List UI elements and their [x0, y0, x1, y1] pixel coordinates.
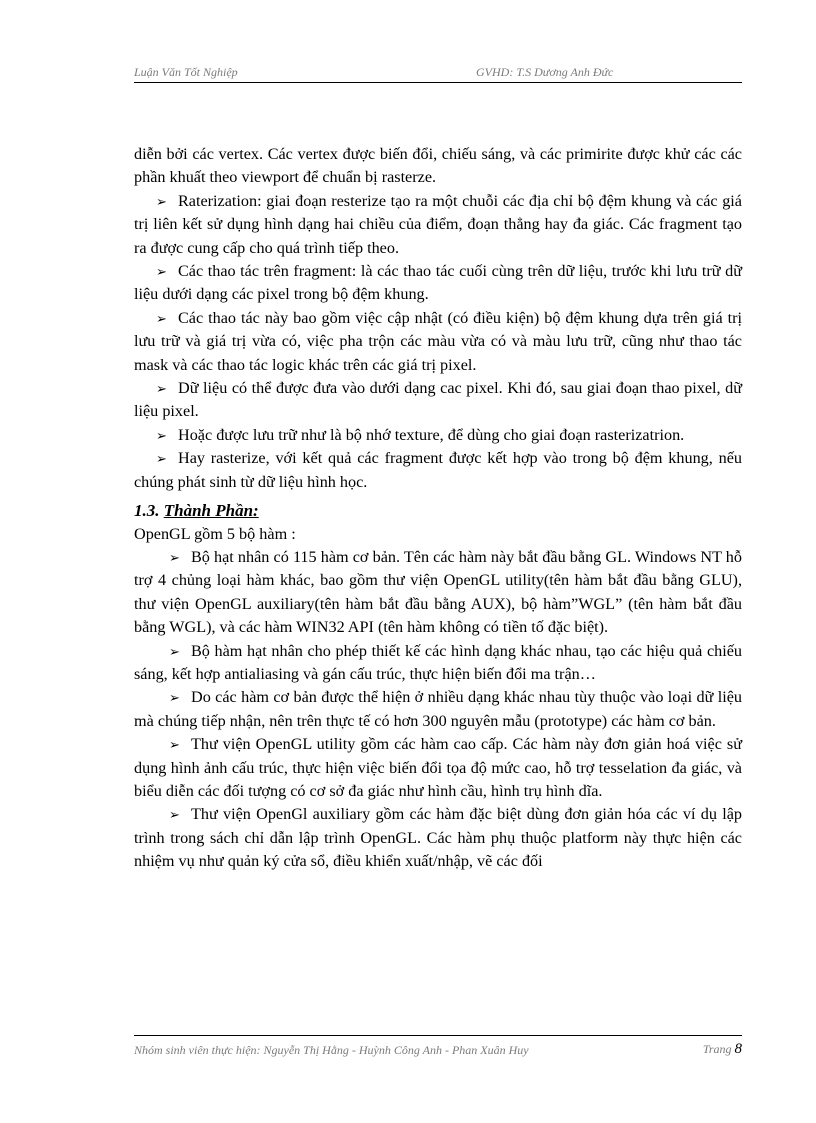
bullet-core-features	[134, 640, 742, 687]
bullet-text: Hay rasterize, với kết quả các fragment được kết hợp vào trong bộ đệm khung, nếu chúng phát sinh từ dữ liệu hình học.	[134, 449, 742, 491]
header-thesis-title: Luận Văn Tốt Nghiệp	[134, 65, 238, 79]
arrow-bullet-icon: ➢	[169, 690, 180, 706]
page-number	[703, 1041, 742, 1058]
bullet-texture-memory	[134, 424, 742, 447]
footer-authors: Nhóm sinh viên thực hiện: Nguyễn Thị Hằng - Huỳnh Công Anh - Phan Xuân Huy	[134, 1043, 529, 1057]
bullet-utility-library	[134, 733, 742, 803]
section-heading	[134, 499, 742, 522]
page-label: Trang	[702, 1042, 732, 1056]
bullet-conditional-update	[134, 307, 742, 377]
bullet-text: Thư viện OpenGL utility gồm các hàm cao cấp. Các hàm này đơn giản hoá việc sử dụng hình ảnh cấu trúc, thực hiện việc biến đổi tọa độ mức cao, hỗ trợ tesselation đa giác, và biểu diễn các đối tượng có cơ sở đa giác như hình cầu, hình trụ hình dĩa.	[134, 735, 742, 800]
page-footer	[134, 1041, 742, 1061]
section-intro: OpenGL gồm 5 bộ hàm :	[134, 524, 296, 543]
arrow-bullet-icon: ➢	[156, 193, 167, 209]
page-number-value: 8	[734, 1041, 742, 1057]
section-number: 1.3.	[134, 501, 160, 521]
arrow-bullet-icon: ➢	[156, 310, 167, 326]
arrow-bullet-icon: ➢	[156, 381, 167, 397]
bullet-rasterize	[134, 447, 742, 494]
bullet-core-library	[134, 546, 742, 640]
bullet-prototypes	[134, 686, 742, 733]
bullet-text: Các thao tác trên fragment: là các thao tác cuối cùng trên dữ liệu, trước khi lưu trữ dữ liệu dưới dạng các pixel trong bộ đệm khung.	[134, 262, 742, 304]
bullet-text: Bộ hạt nhân có 115 hàm cơ bản. Tên các hàm này bắt đầu bằng GL. Windows NT hỗ trợ 4 chủng loại hàm khác, bao gồm thư viện OpenGL utility(tên hàm bắt đầu bằng GLU), thư viện OpenGL auxiliary(tên hàm bắt đầu bằng AUX), bộ hàm”WGL” (tên hàm bắt đầu bằng WGL), và các hàm WIN32 API (tên hàm không có tiền tố đặc biệt).	[134, 547, 742, 637]
bullet-text: Raterization: giai đoạn resterize tạo ra một chuỗi các địa chỉ bộ đệm khung và các giá trị liên kết sử dụng hình dạng hai chiều của điểm, đoạn thẳng hay đa giác. Các fragment tạo ra được cung cấp cho quá trình tiếp theo.	[134, 191, 742, 257]
bullet-text: Thư viện OpenGl auxiliary gồm các hàm đặc biệt dùng đơn giản hóa các ví dụ lập trình trong sách chỉ dẫn lập trình OpenGL. Các hàm phụ thuộc platform này thực hiện các nhiệm vụ như quản ký cửa sổ, điều khiển xuất/nhập, vẽ các đối	[134, 805, 742, 871]
bullet-text: Bộ hàm hạt nhân cho phép thiết kế các hình dạng khác nhau, tạo các hiệu quả chiếu sáng, kết hợp antialiasing và gán cấu trúc, thực hiện biến đổi ma trận…	[134, 641, 742, 683]
bullet-text: Do các hàm cơ bản được thể hiện ở nhiều dạng khác nhau tùy thuộc vào loại dữ liệu mà chúng tiếp nhận, nên trên thực tế có hơn 300 nguyên mẫu (prototype) các hàm cơ bản.	[134, 688, 742, 730]
arrow-bullet-icon: ➢	[169, 643, 180, 659]
page-body	[134, 143, 742, 874]
arrow-bullet-icon: ➢	[169, 807, 180, 823]
paragraph-continued: diễn bởi các vertex. Các vertex được biến đổi, chiếu sáng, và các primirite được khử các các phần khuất theo viewport để chuẩn bị rasterze.	[134, 145, 742, 187]
bullet-text: Dữ liệu có thể được đưa vào dưới dạng cac pixel. Khi đó, sau giai đoạn thao pixel, dữ liệu pixel.	[134, 379, 742, 421]
section-title: Thành Phần:	[163, 501, 259, 521]
bullet-text: Các thao tác này bao gồm việc cập nhật (có điều kiện) bộ đệm khung dựa trên giá trị lưu trữ và giá trị vừa có, việc pha trộn các màu vừa có và màu lưu trữ, cũng như thao tác mask và các thao tác logic khác trên các giá trị pixel.	[134, 308, 742, 374]
footer-rule	[134, 1035, 742, 1036]
arrow-bullet-icon: ➢	[156, 427, 167, 443]
bullet-fragment-ops	[134, 260, 742, 307]
bullet-text: Hoặc được lưu trữ như là bộ nhớ texture, để dùng cho giai đoạn rasterizatrion.	[178, 425, 685, 444]
page-header	[134, 63, 742, 83]
header-rule	[134, 82, 742, 83]
arrow-bullet-icon: ➢	[169, 549, 180, 565]
arrow-bullet-icon: ➢	[156, 451, 167, 467]
arrow-bullet-icon: ➢	[169, 737, 180, 753]
arrow-bullet-icon: ➢	[156, 264, 167, 280]
bullet-pixel-data	[134, 377, 742, 424]
bullet-auxiliary-library	[134, 803, 742, 873]
bullet-rasterization	[134, 190, 742, 260]
header-advisor: GVHD: T.S Dương Anh Đức	[476, 65, 614, 79]
